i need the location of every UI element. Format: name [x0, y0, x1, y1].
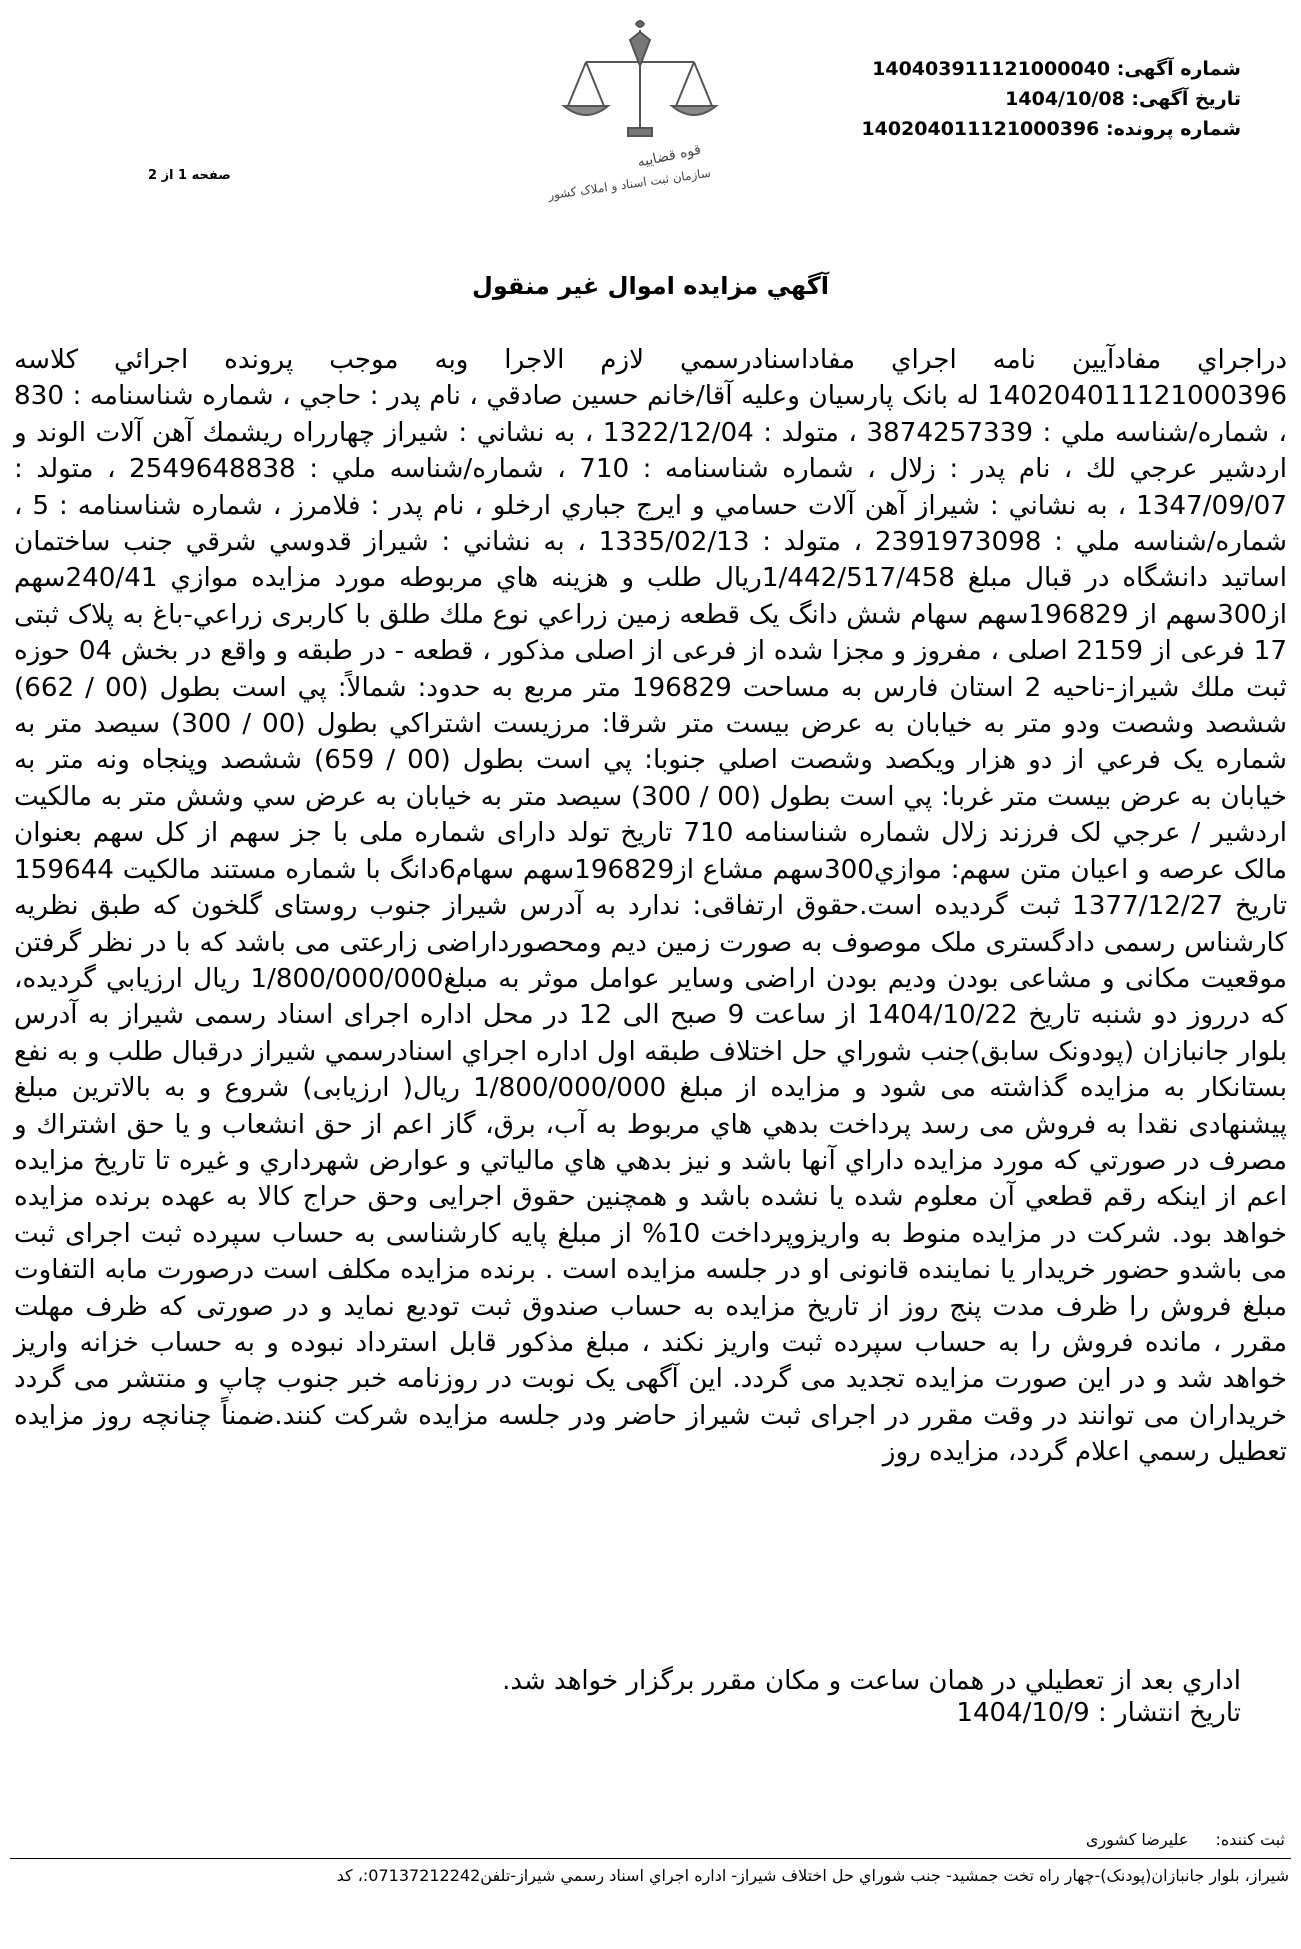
publish-date-label: تاريخ انتشار : [1098, 1698, 1241, 1728]
ad-date: 1404/10/08 [1005, 88, 1125, 110]
case-number: 140204011121000396 [861, 118, 1100, 140]
ad-meta [861, 54, 1241, 144]
judiciary-text: قوه قضاییه [635, 141, 703, 171]
closing-block [502, 1665, 1241, 1729]
notice-body [14, 342, 1287, 1471]
publish-date-row [502, 1697, 1241, 1729]
emblem-icon [564, 21, 716, 136]
registrar-name: علیرضا کشوری [1085, 1830, 1189, 1849]
ad-date-label: تاریخ آگهی: [1131, 88, 1241, 110]
ad-number: 140403911121000040 [872, 58, 1111, 80]
page-title: آگهي مزايده اموال غير منقول [472, 272, 829, 300]
case-number-row [861, 114, 1241, 144]
footer-address: شيراز، بلوار جانبازان(پودنک)-چهار راه تخت جمشيد- جنب شوراي حل اختلاف شيراز- اداره اجراي اسناد رسمي شيراز-تلفن07137212242:، کد [336, 1866, 1289, 1885]
ad-date-row [861, 84, 1241, 114]
organization-text: سازمان ثبت اسناد و املاک کشور [547, 165, 712, 203]
closing-line: اداري بعد از تعطيلي در همان ساعت و مكان مقرر برگزار خواهد شد. [502, 1666, 1241, 1696]
page-info: صفحه 1 از 2 [148, 168, 231, 183]
judiciary-logo [520, 10, 760, 220]
registrar [1086, 1830, 1285, 1849]
ad-number-row [861, 54, 1241, 84]
notice-paragraph: دراجراي مفادآيين نامه اجراي مفاداسنادرسمي لازم الاجرا وبه موجب پرونده اجرائي كلاسه 140204011121000396 له بانک پارسیان وعليه آقا/خانم حسين صادقي ، نام پدر : حاجي ، شماره شناسنامه : 830 ، شماره/شناسه ملي : 3874257339 ، متولد : 1322/12/04 ، به نشاني : شيراز چهارراه ريشمك آهن آلات الوند و اردشير عرجي لك ، نام پدر : زلال ، شماره شناسنامه : 710 ، شماره/شناسه ملي : 2549648838 ، متولد : 1347/09/07 ، به نشاني : شيراز آهن آلات حسامي و ايرج جباري ارخلو ، نام پدر : فلامرز ، شماره شناسنامه : 5 ، شماره/شناسه ملي : 2391973098 ، متولد : 1335/02/13 ، به نشاني : شيراز قدوسي شرقي جنب ساختمان اساتيد دانشگاه در قبال مبلغ 1/442/517/458ريال طلب و هزينه هاي مربوطه مورد مزايده موازي 240/41سهم از300سهم از 196829سهم سهام شش دانگ یک قطعه زمين زراعي نوع ملك طلق با کاربری زراعي-باغ به پلاک ثبتی 17 فرعی از 2159 اصلی ، مفروز و مجزا شده از فرعی از اصلی مذکور ، قطعه - در طبقه و واقع در بخش 04 حوزه ثبت ملك شيراز-ناحيه 2 استان فارس به مساحت 196829 متر مربع به حدود: شمالاً: پي است بطول (00 / 662) ششصد وشصت ودو متر به خيابان به عرض بيست متر شرقا: مرزيست اشتراكي بطول (00 / 300) سيصد متر به شماره يک فرعي از دو هزار ويكصد وشصت اصلي جنوبا: پي است بطول (00 / 659) ششصد وپنجاه ونه متر به خيابان به عرض بيست متر غربا: پي است بطول (00 / 300) سيصد متر به خيابان به عرض سي وشش متر به مالكيت اردشير / عرجي لک فرزند زلال شماره شناسنامه 710 تاريخ تولد دارای شماره ملی با جز سهم از کل سهم بعنوان مالک عرصه و اعيان متن سهم: موازي300سهم مشاع از196829سهم سهام6دانگ با شماره مستند مالكيت 159644 تاريخ 1377/12/27 ثبت گرديده است.حقوق ارتفاقی: ندارد به آدرس شيراز جنوب روستای گلخون که طبق نظريه کارشناس رسمی دادگستری ملک موصوف به صورت زمین دیم ومحصورداراضی زارعتی می باشد که با در نظر گرفتن موقعیت مکانی و مشاعی بودن ودیم بودن اراضی وسایر عوامل موثر به مبلغ1/800/000/000 ريال ارزيابي گرديده، كه درروز دو شنبه تاريخ 1404/10/22 از ساعت 9 صبح الی 12 در محل اداره اجرای اسناد رسمی شيراز به آدرس بلوار جانبازان (پودونک سابق)جنب شوراي حل اختلاف طبقه اول اداره اجراي اسنادرسمي شيراز درقبال طلب و به نفع بستانكار به مزايده گذاشته می شود و مزايده از مبلغ 1/800/000/000 ريال( ارزيابی) شروع و به بالاترين مبلغ پيشنهادی نقدا به فروش می رسد پرداخت بدهي هاي مربوط به آب، برق، گاز اعم از حق انشعاب و يا حق اشتراك و مصرف در صورتي كه مورد مزايده داراي آنها باشد و نيز بدهي هاي مالياتي و عوارض شهرداري و غيره تا تاريخ مزايده اعم از اينكه رقم قطعي آن معلوم شده يا نشده باشد و همچنين حقوق اجرايی وحق حراج كالا به عهده برنده مزايده خواهد بود. شرکت در مزایده منوط به واریزوپرداخت 10% از مبلغ پایه کارشناسی به حساب سپرده ثبت اجرای ثبت می باشدو حضور خریدار یا نماینده قانونی او در جلسه مزایده است . برنده مزایده مکلف است درصورت مابه التفاوت مبلغ فروش را ظرف مدت پنج روز از تاریخ مزایده به حساب صندوق ثبت تودیع نماید و در صورتی که ظرف مهلت مقرر ، مانده فروش را به حساب سپرده ثبت واریز نکند ، مبلغ مذکور قابل استرداد نبوده و به حساب خزانه واریز خواهد شد و در این صورت مزایده تجدید می گردد. اين آگهی يک نوبت در روزنامه خبر جنوب چاپ و منتشر می گردد خريداران می توانند در وقت مقرر در اجرای ثبت شيراز حاضر ودر جلسه مزايده شرکت کنند.ضمناً چنانچه روز مزايده تعطيل رسمي اعلام گردد، مزايده روز [14, 345, 1288, 1468]
footer-divider [10, 1858, 1291, 1859]
ad-number-label: شماره آگهی: [1116, 58, 1241, 80]
case-number-label: شماره پرونده: [1105, 118, 1241, 140]
registrar-label: ثبت کننده: [1215, 1830, 1285, 1849]
publish-date: 1404/10/9 [956, 1698, 1090, 1728]
